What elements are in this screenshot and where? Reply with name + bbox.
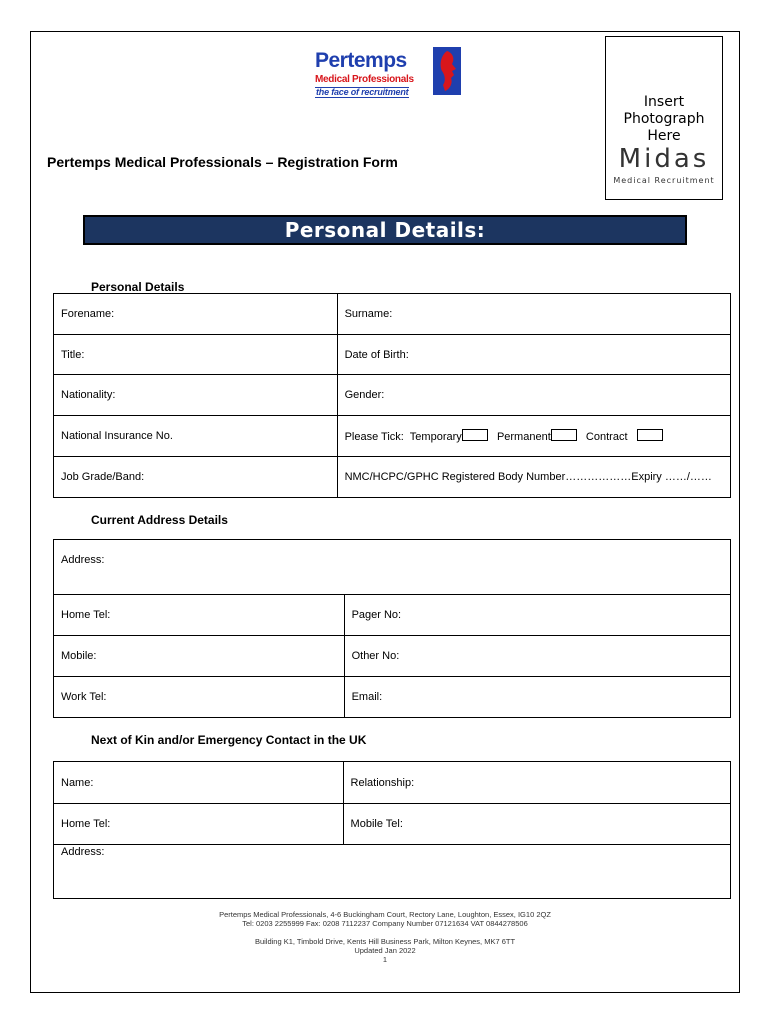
footer-updated: Updated Jan 2022 [354,946,416,955]
midas-logo: Midas [618,144,710,174]
mobile-field[interactable] [54,636,345,677]
face-profile-icon [433,47,461,95]
contract-label: Contract [585,431,628,443]
contract-checkbox[interactable] [637,429,663,441]
kin-name-field[interactable] [54,762,344,804]
kin-relationship-label: Relationship: [350,776,415,789]
dob-field[interactable] [337,335,730,375]
temporary-label: Temporary [409,431,462,443]
midas-logo-subtitle: Medical Recruitment [613,176,715,185]
logo-subtitle: Medical Professionals [315,74,414,85]
kin-name-label: Name: [61,776,94,789]
logo-tagline: the face of recruitment [316,87,409,97]
email-field[interactable] [344,677,730,718]
kin-home-tel-field[interactable] [54,804,344,845]
form-page [30,31,740,993]
forename-label: Forename: [61,308,115,320]
footer-contact-line: Tel: 0203 2255999 Fax: 0208 7112237 Company Number 07121634 VAT 0844278506 [242,919,528,928]
dob-label: Date of Birth: [344,348,409,361]
gender-field[interactable] [337,375,730,416]
pager-label: Pager No: [351,609,402,621]
personal-details-heading: Personal Details [91,280,185,294]
job-grade-label: Job Grade/Band: [61,471,145,483]
kin-relationship-field[interactable] [343,762,730,804]
pager-field[interactable] [344,595,730,636]
ni-field[interactable] [54,416,338,457]
surname-field[interactable] [337,294,730,335]
nmc-field[interactable] [337,457,730,498]
email-label: Email: [351,691,383,703]
footer [31,910,739,964]
forename-field[interactable] [54,294,338,335]
photo-text-line1: Insert [643,94,685,110]
tick-prefix: Please Tick: [344,431,404,443]
title-field[interactable] [54,335,338,375]
nationality-label: Nationality: [61,389,116,401]
employment-type-cell [337,416,730,457]
home-tel-field[interactable] [54,595,345,636]
photo-text-line3: Here [647,128,681,144]
other-no-field[interactable] [344,636,730,677]
kin-mobile-tel-label: Mobile Tel: [350,818,403,830]
permanent-checkbox[interactable] [551,429,577,441]
address-details-heading: Current Address Details [91,513,228,527]
home-tel-label: Home Tel: [61,609,111,621]
ni-label: National Insurance No. [61,430,173,442]
address-label: Address: [61,554,105,566]
work-tel-field[interactable] [54,677,345,718]
address-table [53,539,731,718]
mobile-label: Mobile: [61,650,97,662]
nmc-label: NMC/HCPC/GPHC Registered Body Number………………Expiry ……/…… [344,471,712,483]
logo-title: Pertemps [315,49,407,72]
kin-home-tel-label: Home Tel: [61,818,111,830]
footer-branch-line: Building K1, Timbold Drive, Kents Hill Business Park, Milton Keynes, MK7 6TT [254,937,516,946]
photo-text-line2: Photograph [623,111,705,127]
kin-mobile-tel-field[interactable] [343,804,730,845]
other-no-label: Other No: [351,650,400,662]
photo-placeholder[interactable] [605,36,723,200]
next-of-kin-heading: Next of Kin and/or Emergency Contact in the UK [91,733,367,747]
job-grade-field[interactable] [54,457,338,498]
nationality-field[interactable] [54,375,338,416]
gender-label: Gender: [344,389,385,401]
title-label: Title: [61,348,85,361]
work-tel-label: Work Tel: [61,691,107,703]
pertemps-logo [315,47,461,97]
temporary-checkbox[interactable] [462,429,488,441]
form-title: Pertemps Medical Professionals – Registration Form [47,154,398,170]
kin-address-label: Address: [61,846,105,858]
section-banner: Personal Details: [83,215,687,245]
personal-details-table [53,293,731,498]
permanent-label: Permanent [496,431,551,443]
next-of-kin-table [53,761,731,899]
address-field[interactable] [54,540,731,595]
footer-address-line: Pertemps Medical Professionals, 4-6 Buckingham Court, Rectory Lane, Loughton, Essex, IG10 2QZ [219,910,551,919]
page-number: 1 [382,955,388,964]
surname-label: Surname: [344,308,393,320]
kin-address-field[interactable] [54,845,731,899]
